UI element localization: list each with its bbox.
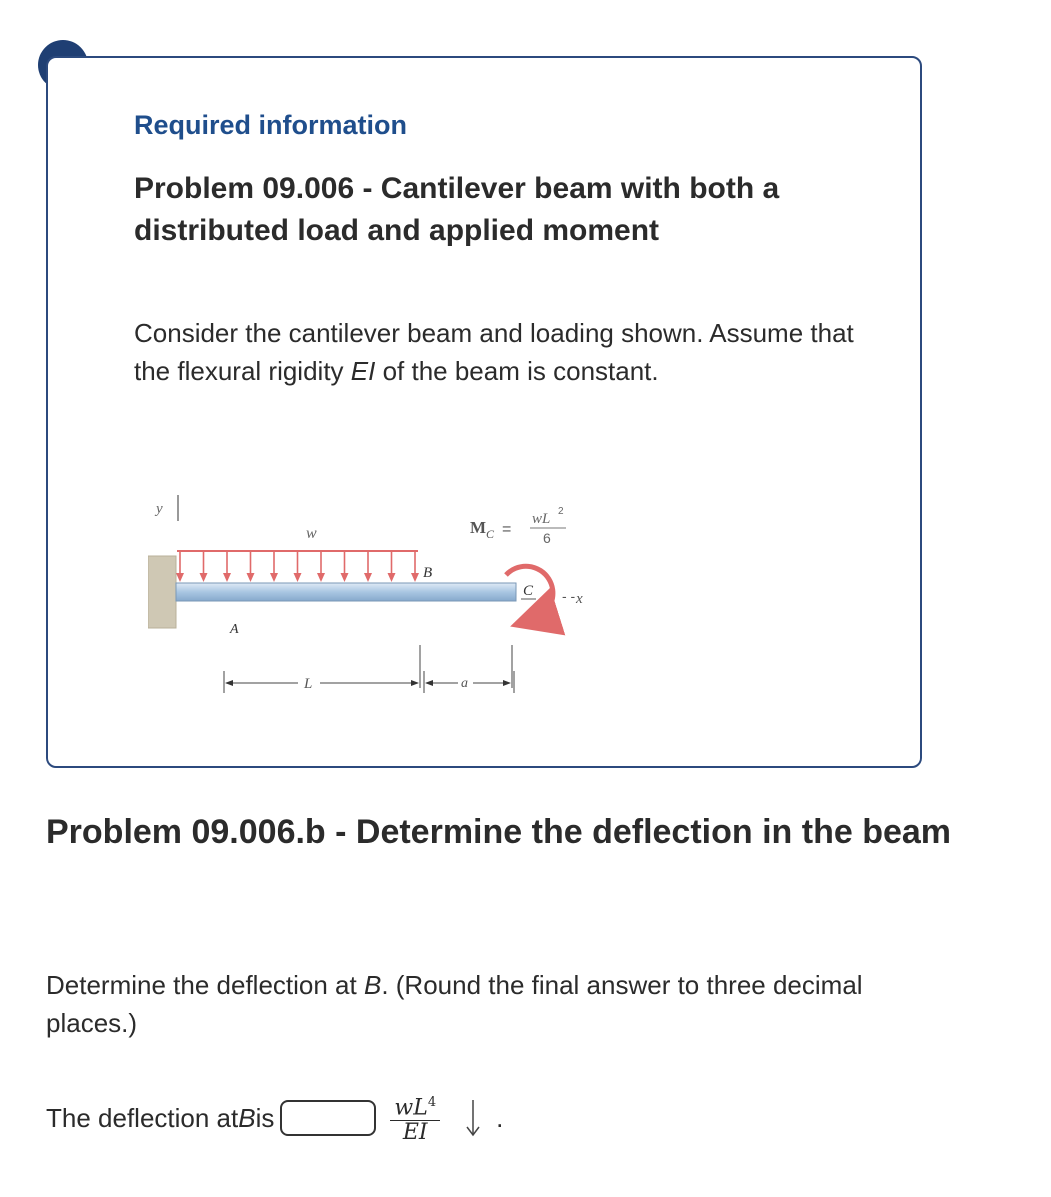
load-arrow-head <box>317 573 325 582</box>
load-arrow-head <box>294 573 302 582</box>
load-arrow-head <box>223 573 231 582</box>
moment-symbol: M <box>470 518 487 537</box>
moment-denominator: 6 <box>543 530 551 546</box>
description-text-before: Consider the cantilever beam and loading shown. Assume that the flexural rigidity <box>134 318 854 386</box>
moment-numerator: wL <box>532 511 551 527</box>
length-l-label: L <box>304 676 313 692</box>
length-a-label: a <box>461 676 468 691</box>
y-axis-label: y <box>156 501 163 517</box>
instruction-point: B <box>363 970 382 1000</box>
answer-period: . <box>496 1102 504 1133</box>
point-b-label: B <box>423 565 433 581</box>
x-axis-dash: - - <box>562 588 576 604</box>
answer-point: B <box>238 1102 256 1133</box>
unit-denominator: EI <box>402 1120 428 1146</box>
answer-row <box>46 1088 503 1148</box>
load-arrow-head <box>411 573 419 582</box>
instruction-text-before: Determine the deflection at <box>46 970 364 1000</box>
cantilever-beam-figure <box>148 483 608 708</box>
point-c-label: C <box>523 583 534 599</box>
description-emphasis: EI <box>350 356 376 386</box>
load-arrow-head <box>270 573 278 582</box>
unit-numerator-wrap <box>390 1091 440 1121</box>
required-information-heading: Required information <box>134 110 408 140</box>
moment-subscript: C <box>486 527 495 541</box>
point-a-label: A <box>230 622 239 637</box>
beam-body <box>176 583 516 601</box>
unit-exponent: 4 <box>427 1094 437 1110</box>
distributed-load-arrows <box>176 551 419 582</box>
load-arrow-head <box>388 573 396 582</box>
instruction-text-after: . (Round the final answer to three decimal places.) <box>46 970 863 1038</box>
down-arrow-icon <box>462 1096 484 1140</box>
unit-fraction <box>390 1091 440 1145</box>
part-title: Problem 09.006.b - Determine the deflection in the beam <box>46 813 952 851</box>
moment-exponent: 2 <box>558 506 564 517</box>
load-label: w <box>306 525 317 542</box>
deflection-answer-input[interactable] <box>280 1100 376 1136</box>
fixed-support-wall <box>148 556 176 628</box>
answer-suffix: is <box>255 1102 275 1133</box>
problem-title: Problem 09.006 - Cantilever beam with both a distributed load and applied moment <box>134 172 780 247</box>
load-arrow-head <box>341 573 349 582</box>
part-instruction <box>46 966 946 1042</box>
load-arrow-head <box>200 573 208 582</box>
answer-prefix: The deflection at <box>46 1102 239 1133</box>
problem-description <box>134 314 854 390</box>
load-arrow-head <box>176 573 184 582</box>
required-information-card <box>46 56 922 768</box>
description-text-after: of the beam is constant. <box>375 356 659 386</box>
moment-equals: = <box>502 521 512 538</box>
unit-numerator: wL <box>394 1095 428 1121</box>
load-arrow-head <box>364 573 372 582</box>
x-axis-label: x <box>576 591 583 607</box>
load-arrow-head <box>247 573 255 582</box>
